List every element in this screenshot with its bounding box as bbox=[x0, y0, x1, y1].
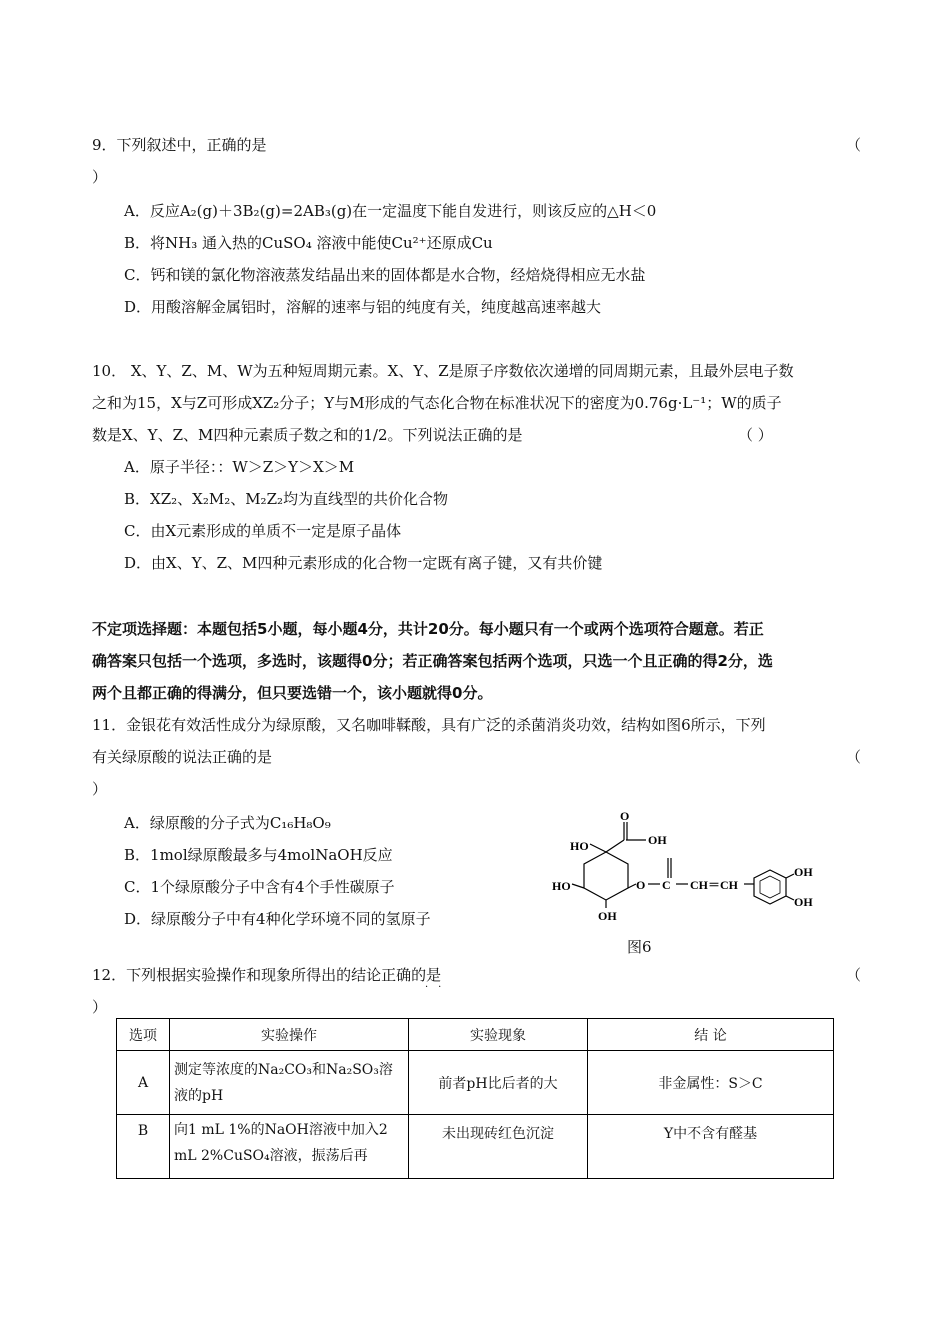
benzene-ring bbox=[754, 870, 786, 904]
q9-paren-close: ） bbox=[92, 168, 108, 186]
q10-option-c: C．由X元素形成的单质不一定是原子晶体 bbox=[124, 522, 402, 540]
structure-label-ho-top: HO bbox=[570, 839, 589, 853]
q11-paren-close: ） bbox=[92, 780, 108, 798]
row-a-option: A bbox=[117, 1051, 170, 1115]
header-phenomenon: 实验现象 bbox=[409, 1019, 588, 1051]
q12-paren-close: ） bbox=[92, 998, 108, 1016]
structure-label-o-carbonyl: O bbox=[620, 810, 630, 823]
experiment-table bbox=[116, 1018, 834, 1179]
q9-option-b: B．将NH₃ 通入热的CuSO₄ 溶液中能使Cu²⁺还原成Cu bbox=[124, 234, 493, 252]
row-a-phenomenon: 前者pH比后者的大 bbox=[409, 1051, 588, 1115]
cyclohexane-ring bbox=[584, 852, 628, 900]
header-option: 选项 bbox=[117, 1019, 170, 1051]
q11-option-a: A．绿原酸的分子式为C₁₆H₈O₉ bbox=[124, 814, 331, 832]
row-a-operation: 测定等浓度的Na₂CO₃和Na₂SO₃溶液的pH bbox=[170, 1051, 409, 1115]
figure-caption: 图6 bbox=[627, 938, 652, 956]
row-b-option: B bbox=[117, 1115, 170, 1179]
structure-label-oh-ring-2: OH bbox=[794, 895, 813, 909]
section-instructions-line3: 两个且都正确的得满分，但只要选错一个，该小题就得0分。 bbox=[92, 684, 493, 702]
q10-option-d: D．由X、Y、Z、M四种元素形成的化合物一定既有离子键，又有共价键 bbox=[124, 554, 603, 572]
row-a-conclusion: 非金属性：S＞C bbox=[588, 1051, 834, 1115]
q10-line3: 数是X、Y、Z、M四种元素质子数之和的1/2。下列说法正确的是 bbox=[92, 426, 523, 444]
q12-stem: 12．下列根据实验操作和现象所得出的结论正确的是 bbox=[92, 966, 442, 984]
structure-label-oh-ring-1: OH bbox=[794, 865, 813, 879]
structure-label-ho-left: HO bbox=[552, 879, 571, 893]
q10-option-a: A．原子半径：：W＞Z＞Y＞X＞M bbox=[124, 458, 355, 476]
structure-label-o-ester: O bbox=[636, 878, 646, 892]
table-header-row bbox=[117, 1019, 834, 1051]
header-conclusion: 结 论 bbox=[588, 1019, 834, 1051]
chlorogenic-acid-structure bbox=[548, 810, 828, 930]
structure-label-vinyl: CH＝CH bbox=[690, 878, 739, 892]
q11-line2: 有关绿原酸的说法正确的是 bbox=[92, 748, 273, 766]
q9-option-a: A．反应A₂(g)＋3B₂(g)=2AB₃(g)在一定温度下能自发进行，则该反应的△H＜0 bbox=[124, 202, 657, 220]
emphasis-dots: ·· bbox=[425, 982, 452, 993]
q11-line1: 11．金银花有效活性成分为绿原酸，又名咖啡鞣酸，具有广泛的杀菌消炎功效，结构如图6所示，下列 bbox=[92, 716, 766, 734]
q9-option-c: C．钙和镁的氯化物溶液蒸发结晶出来的固体都是水合物，经焙烧得相应无水盐 bbox=[124, 266, 646, 284]
q11-option-b: B．1mol绿原酸最多与4molNaOH反应 bbox=[124, 846, 393, 864]
q12-paren-open: （ bbox=[846, 966, 862, 984]
q9-paren-open: （ bbox=[846, 136, 862, 154]
section-instructions-line2: 确答案只包括一个选项，多选时，该题得0分；若正确答案包括两个选项，只选一个且正确的得2分，选 bbox=[92, 652, 773, 670]
q10-option-b: B．XZ₂、X₂M₂、M₂Z₂均为直线型的共价化合物 bbox=[124, 490, 449, 508]
q10-line2: 之和为15，X与Z可形成XZ₂分子；Y与M形成的气态化合物在标准状况下的密度为0.76g·L⁻¹；W的质子 bbox=[92, 394, 782, 412]
header-operation: 实验操作 bbox=[170, 1019, 409, 1051]
q10-paren: （ ） bbox=[738, 426, 773, 444]
section-instructions-line1: 不定项选择题：本题包括5小题，每小题4分，共计20分。每小题只有一个或两个选项符合题意。若正 bbox=[92, 620, 764, 638]
q9-stem: 9．下列叙述中，正确的是 bbox=[92, 136, 267, 154]
q11-option-c: C．1个绿原酸分子中含有4个手性碳原子 bbox=[124, 878, 395, 896]
row-b-phenomenon: 未出现砖红色沉淀 bbox=[409, 1115, 588, 1179]
table-row bbox=[117, 1115, 834, 1179]
row-b-conclusion: Y中不含有醛基 bbox=[588, 1115, 834, 1179]
q11-paren-open: （ bbox=[846, 748, 862, 766]
table-row bbox=[117, 1051, 834, 1115]
q10-line1: 10． X、Y、Z、M、W为五种短周期元素。X、Y、Z是原子序数依次递增的同周期元素，且最外层电子数 bbox=[92, 362, 794, 380]
structure-label-oh-bottom: OH bbox=[598, 909, 617, 923]
q11-option-d: D．绿原酸分子中有4种化学环境不同的氢原子 bbox=[124, 910, 431, 928]
structure-label-c-ester: C bbox=[662, 878, 671, 892]
row-b-operation: 向1 mL 1%的NaOH溶液中加入2 mL 2%CuSO₄溶液，振荡后再 bbox=[170, 1115, 409, 1179]
q9-option-d: D．用酸溶解金属铝时，溶解的速率与铝的纯度有关，纯度越高速率越大 bbox=[124, 298, 602, 316]
structure-label-oh-acid: OH bbox=[648, 833, 667, 847]
